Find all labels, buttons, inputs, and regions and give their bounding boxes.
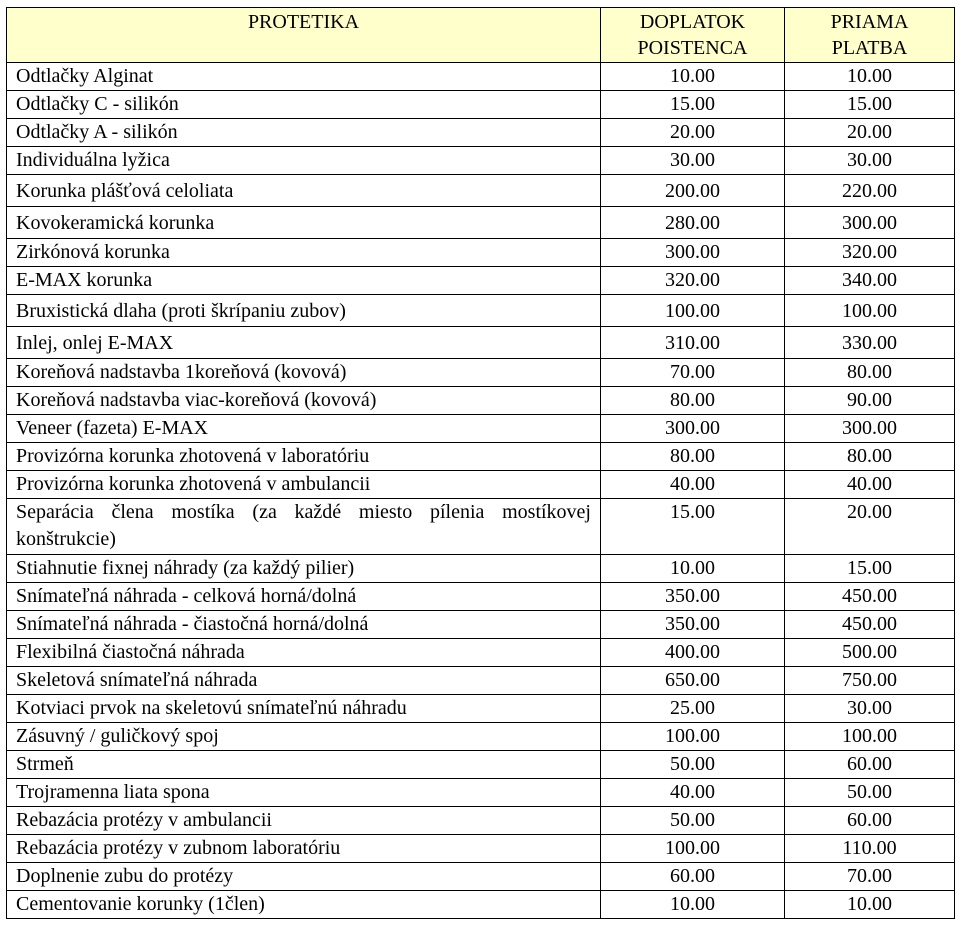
procedure-name-cell: Rebazácia protézy v ambulancii bbox=[7, 807, 601, 835]
procedure-name-cell: Provizórna korunka zhotovená v laboratóriu bbox=[7, 443, 601, 471]
copay-price-cell: 200.00 bbox=[601, 175, 785, 207]
procedure-name-cell: Provizórna korunka zhotovená v ambulancii bbox=[7, 471, 601, 499]
direct-price-cell: 60.00 bbox=[785, 751, 955, 779]
direct-price-cell: 80.00 bbox=[785, 443, 955, 471]
procedure-name-cell: Koreňová nadstavba 1koreňová (kovová) bbox=[7, 359, 601, 387]
table-row bbox=[7, 147, 955, 175]
table-row bbox=[7, 611, 955, 639]
procedure-name-cell: Strmeň bbox=[7, 751, 601, 779]
table-header bbox=[7, 8, 955, 63]
header-protetika-label: PROTETIKA bbox=[247, 11, 360, 33]
copay-price-cell: 40.00 bbox=[601, 471, 785, 499]
header-direct bbox=[785, 8, 955, 63]
procedure-name-cell: E-MAX korunka bbox=[7, 267, 601, 295]
direct-price-cell: 750.00 bbox=[785, 667, 955, 695]
copay-price-cell: 15.00 bbox=[601, 499, 785, 555]
direct-price-cell: 100.00 bbox=[785, 295, 955, 327]
direct-price-cell: 30.00 bbox=[785, 147, 955, 175]
copay-price-cell: 350.00 bbox=[601, 583, 785, 611]
table-row bbox=[7, 63, 955, 91]
procedure-name-cell: Kotviaci prvok na skeletovú snímateľnú náhradu bbox=[7, 695, 601, 723]
procedure-name-cell: Separácia člena mostíka (za každé miesto pílenia mostíkovej konštrukcie) bbox=[7, 499, 601, 555]
direct-price-cell: 20.00 bbox=[785, 499, 955, 555]
copay-price-cell: 70.00 bbox=[601, 359, 785, 387]
table-row bbox=[7, 471, 955, 499]
procedure-name-cell: Doplnenie zubu do protézy bbox=[7, 863, 601, 891]
table-row bbox=[7, 359, 955, 387]
copay-price-cell: 40.00 bbox=[601, 779, 785, 807]
table-row bbox=[7, 555, 955, 583]
header-protetika bbox=[7, 8, 601, 63]
direct-price-cell: 80.00 bbox=[785, 359, 955, 387]
copay-price-cell: 100.00 bbox=[601, 835, 785, 863]
procedure-name-cell: Zirkónová korunka bbox=[7, 239, 601, 267]
direct-price-cell: 70.00 bbox=[785, 863, 955, 891]
table-row bbox=[7, 835, 955, 863]
direct-price-cell: 220.00 bbox=[785, 175, 955, 207]
procedure-name-cell: Stiahnutie fixnej náhrady (za každý pilier) bbox=[7, 555, 601, 583]
table-row bbox=[7, 387, 955, 415]
procedure-name-cell: Koreňová nadstavba viac-koreňová (kovová) bbox=[7, 387, 601, 415]
header-row bbox=[7, 8, 955, 63]
table-row bbox=[7, 239, 955, 267]
copay-price-cell: 20.00 bbox=[601, 119, 785, 147]
direct-price-cell: 15.00 bbox=[785, 555, 955, 583]
direct-price-cell: 100.00 bbox=[785, 723, 955, 751]
procedure-name-cell: Odtlačky C - silikón bbox=[7, 91, 601, 119]
copay-price-cell: 10.00 bbox=[601, 891, 785, 919]
procedure-name-cell: Trojramenna liata spona bbox=[7, 779, 601, 807]
direct-price-cell: 50.00 bbox=[785, 779, 955, 807]
table-row bbox=[7, 327, 955, 359]
copay-price-cell: 100.00 bbox=[601, 295, 785, 327]
direct-price-cell: 300.00 bbox=[785, 415, 955, 443]
direct-price-cell: 60.00 bbox=[785, 807, 955, 835]
direct-price-cell: 450.00 bbox=[785, 611, 955, 639]
direct-price-cell: 300.00 bbox=[785, 207, 955, 239]
procedure-name-cell: Korunka plášťová celoliata bbox=[7, 175, 601, 207]
table-row bbox=[7, 891, 955, 919]
table-row bbox=[7, 295, 955, 327]
copay-price-cell: 400.00 bbox=[601, 639, 785, 667]
direct-price-cell: 10.00 bbox=[785, 891, 955, 919]
direct-price-cell: 320.00 bbox=[785, 239, 955, 267]
direct-price-cell: 40.00 bbox=[785, 471, 955, 499]
header-copay-line1: DOPLATOK bbox=[639, 11, 746, 33]
copay-price-cell: 280.00 bbox=[601, 207, 785, 239]
procedure-name-cell: Flexibilná čiastočná náhrada bbox=[7, 639, 601, 667]
copay-price-cell: 80.00 bbox=[601, 443, 785, 471]
procedure-name-cell: Rebazácia protézy v zubnom laboratóriu bbox=[7, 835, 601, 863]
price-table bbox=[6, 7, 955, 919]
header-copay bbox=[601, 8, 785, 63]
table-row bbox=[7, 723, 955, 751]
direct-price-cell: 330.00 bbox=[785, 327, 955, 359]
procedure-name-cell: Inlej, onlej E-MAX bbox=[7, 327, 601, 359]
copay-price-cell: 25.00 bbox=[601, 695, 785, 723]
copay-price-cell: 100.00 bbox=[601, 723, 785, 751]
direct-price-cell: 30.00 bbox=[785, 695, 955, 723]
table-row bbox=[7, 443, 955, 471]
table-row bbox=[7, 119, 955, 147]
table-row bbox=[7, 807, 955, 835]
table-row bbox=[7, 91, 955, 119]
copay-price-cell: 30.00 bbox=[601, 147, 785, 175]
direct-price-cell: 110.00 bbox=[785, 835, 955, 863]
direct-price-cell: 10.00 bbox=[785, 63, 955, 91]
direct-price-cell: 15.00 bbox=[785, 91, 955, 119]
header-direct-line1: PRIAMA bbox=[830, 11, 909, 33]
copay-price-cell: 350.00 bbox=[601, 611, 785, 639]
table-row bbox=[7, 667, 955, 695]
procedure-name-cell: Kovokeramická korunka bbox=[7, 207, 601, 239]
table-row bbox=[7, 175, 955, 207]
direct-price-cell: 500.00 bbox=[785, 639, 955, 667]
copay-price-cell: 310.00 bbox=[601, 327, 785, 359]
procedure-name-cell: Bruxistická dlaha (proti škrípaniu zubov) bbox=[7, 295, 601, 327]
table-row bbox=[7, 499, 955, 555]
table-row bbox=[7, 863, 955, 891]
copay-price-cell: 50.00 bbox=[601, 751, 785, 779]
copay-price-cell: 300.00 bbox=[601, 239, 785, 267]
direct-price-cell: 450.00 bbox=[785, 583, 955, 611]
copay-price-cell: 60.00 bbox=[601, 863, 785, 891]
table-row bbox=[7, 207, 955, 239]
copay-price-cell: 80.00 bbox=[601, 387, 785, 415]
copay-price-cell: 10.00 bbox=[601, 63, 785, 91]
procedure-name-cell: Odtlačky Alginat bbox=[7, 63, 601, 91]
copay-price-cell: 320.00 bbox=[601, 267, 785, 295]
table-row bbox=[7, 415, 955, 443]
table-row bbox=[7, 751, 955, 779]
copay-price-cell: 50.00 bbox=[601, 807, 785, 835]
procedure-name-cell: Snímateľná náhrada - celková horná/dolná bbox=[7, 583, 601, 611]
header-copay-line2: POISTENCA bbox=[637, 37, 748, 59]
direct-price-cell: 20.00 bbox=[785, 119, 955, 147]
table-body bbox=[7, 63, 955, 919]
procedure-name-cell: Individuálna lyžica bbox=[7, 147, 601, 175]
procedure-name-cell: Zásuvný / guličkový spoj bbox=[7, 723, 601, 751]
direct-price-cell: 340.00 bbox=[785, 267, 955, 295]
table-row bbox=[7, 695, 955, 723]
procedure-name-cell: Snímateľná náhrada - čiastočná horná/dolná bbox=[7, 611, 601, 639]
direct-price-cell: 90.00 bbox=[785, 387, 955, 415]
header-direct-line2: PLATBA bbox=[831, 37, 908, 59]
procedure-name-cell: Veneer (fazeta) E-MAX bbox=[7, 415, 601, 443]
procedure-name-cell: Odtlačky A - silikón bbox=[7, 119, 601, 147]
table-row bbox=[7, 583, 955, 611]
copay-price-cell: 10.00 bbox=[601, 555, 785, 583]
copay-price-cell: 15.00 bbox=[601, 91, 785, 119]
table-row bbox=[7, 639, 955, 667]
table-row bbox=[7, 779, 955, 807]
procedure-name-cell: Skeletová snímateľná náhrada bbox=[7, 667, 601, 695]
procedure-name-cell: Cementovanie korunky (1člen) bbox=[7, 891, 601, 919]
table-row bbox=[7, 267, 955, 295]
copay-price-cell: 650.00 bbox=[601, 667, 785, 695]
copay-price-cell: 300.00 bbox=[601, 415, 785, 443]
